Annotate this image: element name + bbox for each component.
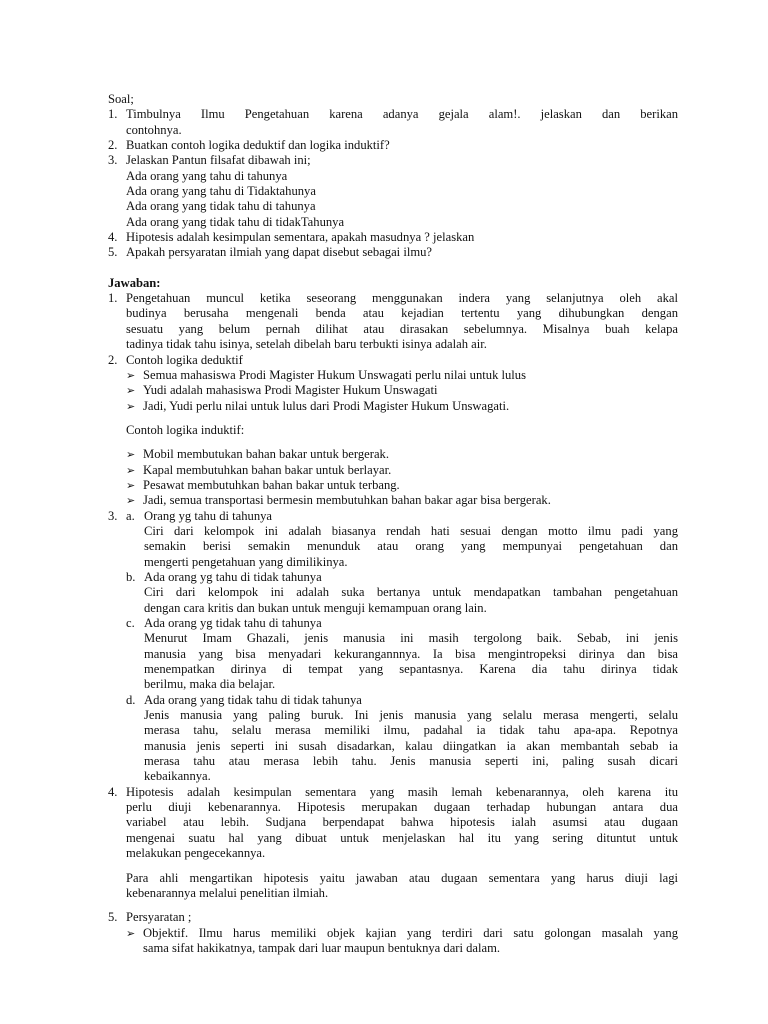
pantun-line: Ada orang yang tidak tahu di tahunya — [126, 199, 316, 214]
question-text-line: Buatkan contoh logika deduktif dan logika induktif? — [126, 138, 390, 153]
list-item-text: Objektif. Ilmu harus memiliki objek kajian yang terdiri dari satu golongan masalah yang — [143, 925, 678, 940]
answer-item — [108, 291, 678, 352]
question-text-line: Apakah persyaratan ilmiah yang dapat disebut sebagai ilmu? — [126, 245, 432, 260]
sub-item-body — [108, 524, 678, 570]
answer-item — [108, 910, 678, 925]
pantun-block — [108, 169, 678, 230]
sub-item-letter: d. — [126, 692, 136, 707]
sub-item — [108, 616, 678, 631]
pantun-line: Ada orang yang tidak tahu di tidakTahunya — [126, 214, 345, 229]
question-number: 5. — [108, 245, 118, 260]
question-item — [108, 245, 678, 260]
deductive-title: Contoh logika deduktif — [126, 352, 243, 367]
answer-text-line: melakukan pengecekannya. — [126, 846, 266, 861]
arrow-bullet-icon: ➢ — [126, 399, 136, 413]
arrow-bullet-icon: ➢ — [126, 384, 136, 398]
answer-number: 2. — [108, 352, 118, 367]
sub-item-body — [108, 708, 678, 785]
list-item — [108, 399, 678, 414]
question-text-line: Hipotesis adalah kesimpulan sementara, apakah masudnya ? jelaskan — [126, 230, 475, 245]
answer-number: 3. — [108, 508, 118, 523]
question-text-line: contohnya. — [126, 122, 182, 137]
answer-text-line: perlu diuji kebenarannya. Hipotesis merupakan dugaan terhadap hubungan antara dua — [126, 800, 678, 815]
list-item — [108, 926, 678, 957]
answer-text-line: variabel atau lebih. Sudjana berpendapat bahwa hipotesis ialah asumsi atau dugaan — [126, 815, 678, 830]
sub-item-text-line: menempatkan dirinya di tempat yang sepantasnya. Karena dia tahu dirinya tidak — [144, 662, 678, 677]
list-item — [108, 368, 678, 383]
list-item-text: Semua mahasiswa Prodi Magister Hukum Unswagati perlu nilai untuk lulus — [143, 367, 527, 382]
inductive-title: Contoh logika induktif: — [126, 422, 245, 437]
list-item — [108, 447, 678, 462]
sub-item-text-line: Menurut Imam Ghazali, jenis manusia ini masih tergolong baik. Sebab, ini jenis — [144, 631, 678, 646]
sub-item — [108, 570, 678, 585]
list-item-text: Kapal membutuhkan bahan bakar untuk berlayar. — [143, 462, 392, 477]
answer-text-line: Para ahli mengartikan hipotesis yaitu jawaban atau dugaan sementara yang harus diuji lagi — [126, 870, 678, 885]
arrow-bullet-icon: ➢ — [126, 478, 136, 492]
sub-item-text-line: berilmu, maka dia belajar. — [144, 677, 276, 692]
sub-item-text-line: Ciri dari kelompok ini adalah suka bertanya untuk mendapatkan tambahan pengetahuan — [144, 585, 678, 600]
arrow-bullet-icon: ➢ — [126, 368, 136, 382]
question-item — [108, 107, 678, 138]
answer-text-line: Hipotesis adalah kesimpulan sementara yang masih lemah kebenarannya, oleh karena itu — [126, 784, 678, 799]
sub-item-text-line: kebaikannya. — [144, 769, 211, 784]
answer-number: 4. — [108, 784, 118, 799]
question-number: 1. — [108, 107, 118, 122]
answer-text-line: Pengetahuan muncul ketika seseorang menggunakan indera yang selanjutnya oleh akal — [126, 291, 678, 306]
list-item-text: Yudi adalah mahasiswa Prodi Magister Hukum Unswagati — [143, 383, 438, 398]
answer-text-line: budinya berusaha mengenali benda atau kejadian tertentu yang dihubungkan dengan — [126, 306, 678, 321]
sub-item-text-line: merasa tahu atau merasa lebih tahu. Jenis manusia seperti ini, paling susah dicari — [144, 754, 678, 769]
sub-item-title: Ada orang yg tahu di tidak tahunya — [144, 569, 322, 584]
question-text-line: Jelaskan Pantun filsafat dibawah ini; — [126, 153, 311, 168]
list-item-text: Jadi, Yudi perlu nilai untuk lulus dari Prodi Magister Hukum Unswagati. — [143, 398, 510, 413]
answer-text-line: mengenai suatu hal yang dibuat untuk menjelaskan hal itu yang sering dituntut untuk — [126, 830, 678, 845]
question-item — [108, 153, 678, 168]
requirements-title: Persyaratan ; — [126, 910, 192, 925]
list-item — [108, 478, 678, 493]
questions-heading: Soal; — [108, 92, 134, 106]
list-item-text: Jadi, semua transportasi bermesin membutuhkan bahan bakar agar bisa bergerak. — [143, 493, 551, 508]
sub-item-title: Orang yg tahu di tahunya — [144, 508, 273, 523]
answer-text-line: tadinya tidak tahu isinya, setelah dibelah baru terbukti isinya adalah air. — [126, 337, 487, 352]
list-item-text: sama sifat hakikatnya, tampak dari luar maupun bentuknya dari dalam. — [143, 940, 501, 955]
answer-item — [108, 785, 678, 862]
arrow-bullet-icon: ➢ — [126, 463, 136, 477]
list-item — [108, 463, 678, 478]
question-number: 4. — [108, 230, 118, 245]
sub-item-title: Ada orang yg tidak tahu di tahunya — [144, 616, 322, 630]
sub-item-text-line: manusia yang bisa menyadari kekurangannnya. Ia bisa mengintropeksi dirinya dan bisa — [144, 646, 678, 661]
sub-item-text-line: Ciri dari kelompok ini adalah biasanya rendah hati sesuai dengan motto ilmu padi yang — [144, 523, 678, 538]
sub-item-body — [108, 631, 678, 692]
sub-item-body — [108, 585, 678, 616]
list-item-text: Mobil membutukan bahan bakar untuk bergerak. — [143, 447, 389, 462]
sub-item-letter: b. — [126, 569, 136, 584]
question-text-line: Timbulnya Ilmu Pengetahuan karena adanya gejala alam!. jelaskan dan berikan — [126, 107, 678, 122]
pantun-line: Ada orang yang tahu di tahunya — [126, 168, 288, 183]
list-item — [108, 383, 678, 398]
question-item — [108, 138, 678, 153]
sub-item — [108, 693, 678, 708]
list-item — [108, 493, 678, 508]
question-number: 3. — [108, 153, 118, 168]
sub-item-text-line: mengerti pengetahuan yang dimilikinya. — [144, 554, 348, 569]
sub-item-letter: a. — [126, 508, 135, 523]
arrow-bullet-icon: ➢ — [126, 926, 136, 940]
answer-number: 1. — [108, 291, 118, 306]
sub-item-text-line: dengan cara kritis dan bukan untuk menguji kemampuan orang lain. — [144, 600, 487, 615]
answer-text-line: sesuatu yang belum pernah dilihat atau dirasakan sebelumnya. Misalnya buah kelapa — [126, 321, 678, 336]
pantun-line: Ada orang yang tahu di Tidaktahunya — [126, 184, 316, 199]
arrow-bullet-icon: ➢ — [126, 494, 136, 508]
sub-item-title: Ada orang yang tidak tahu di tidak tahunya — [144, 692, 362, 707]
answer-text-line: kebenarannya melalui penelitian ilmiah. — [126, 885, 329, 900]
answers-heading: Jawaban: — [108, 275, 161, 290]
answer-number: 5. — [108, 910, 118, 925]
sub-item-text-line: Jenis manusia yang paling buruk. Ini jenis manusia yang selalu merasa mengerti, selalu — [144, 708, 678, 723]
question-number: 2. — [108, 138, 118, 153]
question-item — [108, 230, 678, 245]
answer-item — [108, 509, 678, 524]
arrow-bullet-icon: ➢ — [126, 448, 136, 462]
answer-item — [108, 353, 678, 368]
answer-paragraph — [108, 871, 678, 902]
sub-item-text-line: merasa tahu, selalu merasa memiliki ilmu, padahal ia tidak tahu apa-apa. Repotnya — [144, 723, 678, 738]
list-item-text: Pesawat membutuhkan bahan bakar untuk terbang. — [143, 477, 400, 492]
sub-item-text-line: manusia jenis seperti ini susah disadarkan, kalau diingatkan ia akan membantah sebab ia — [144, 738, 678, 753]
sub-item-text-line: semakin berisi semakin menunduk atau orang yang mempunyai pengetahuan dan — [144, 539, 678, 554]
sub-item-letter: c. — [126, 616, 135, 630]
